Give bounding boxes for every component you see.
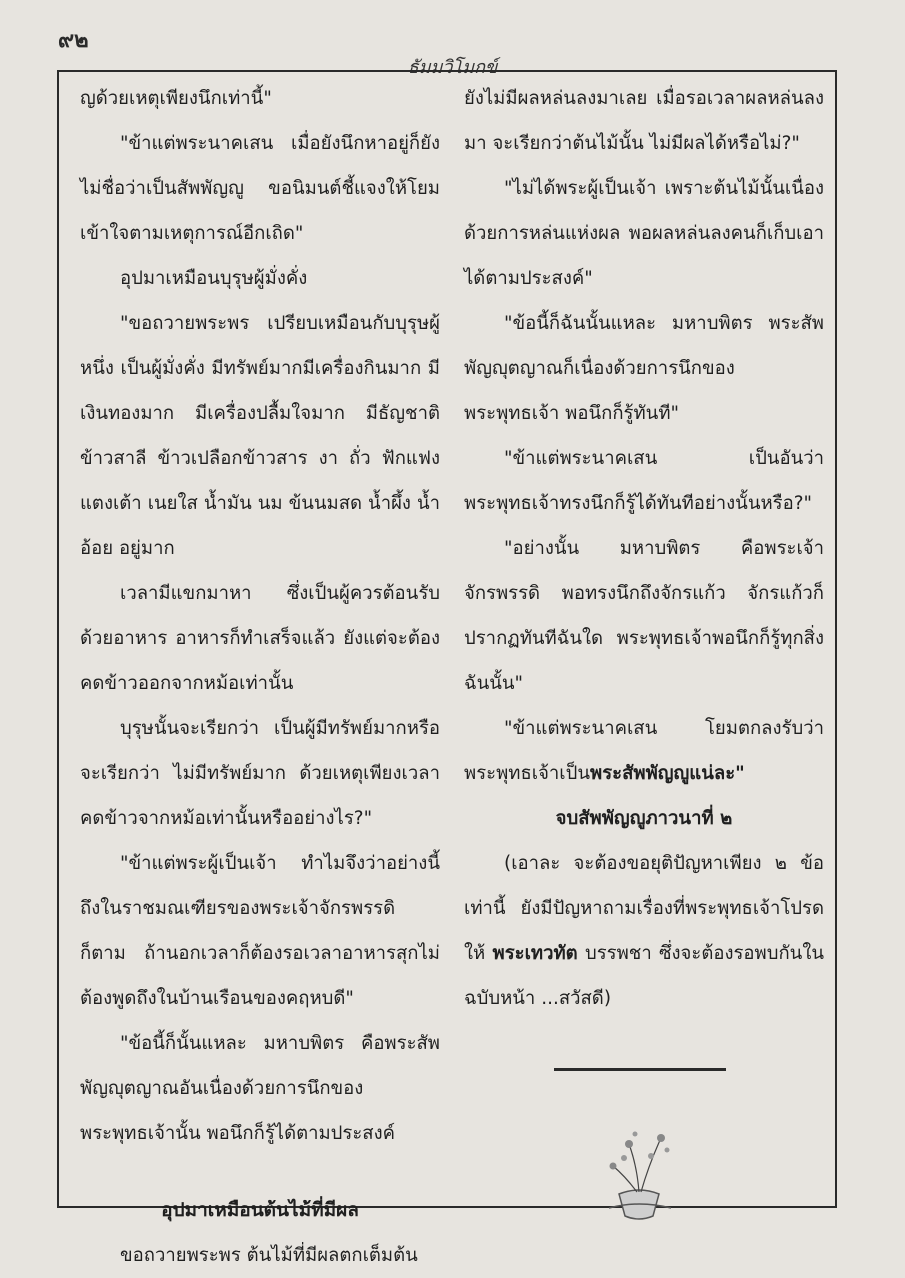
paragraph: เวลามีแขกมาหา ซึ่งเป็นผู้ควรต้อนรับด้วยอาหาร อาหารก็ทำเสร็จแล้ว ยังแต่จะต้องคดข้าวออกจากหม้อเท่านั้น (80, 583, 440, 694)
page-number: ๙๒ (58, 28, 89, 53)
paragraph: บุรุษนั้นจะเรียกว่า เป็นผู้มีทรัพย์มากหรือจะเรียกว่า ไม่มีทรัพย์มาก ด้วยเหตุเพียงเวลาคดข้าวจากหม้อเท่านั้นหรืออย่างไร?" (80, 718, 440, 829)
divider-rule (554, 1068, 726, 1071)
flower-vase-icon (579, 1116, 699, 1226)
paragraph: ญด้วยเหตุเพียงนึกเท่านี้" (80, 88, 272, 109)
subheading: อุปมาเหมือนบุรุษผู้มั่งคั่ง (120, 268, 308, 289)
running-header: ธัมมวิโมกข์ (407, 57, 498, 78)
paragraph: "ข้อนี้ก็ฉันนั้นแหละ มหาบพิตร พระสัพพัญญุตญาณก็เนื่องด้วยการนึกของพระพุทธเจ้า พอนึกก็รู้ทันที" (464, 313, 824, 424)
closing-heading: จบสัพพัญญูภาวนาที่ ๒ (555, 808, 733, 829)
paragraph: "ข้าแต่พระผู้เป็นเจ้า ทำไมจึงว่าอย่างนี้ถึงในราชมณเฑียรของพระเจ้าจักรพรรดิก็ตาม ถ้านอกเวลาก็ต้องรอเวลาอาหารสุกไม่ต้องพูดถึงในบ้านเรือนของคฤหบดี" (80, 853, 440, 1009)
paragraph (464, 706, 824, 796)
paragraph: ยังไม่มีผลหล่นลงมาเลย เมื่อรอเวลาผลหล่นลงมา จะเรียกว่าต้นไม้นั้น ไม่มีผลได้หรือไม่?" (464, 88, 824, 154)
paragraph: "ขอถวายพระพร เปรียบเหมือนกับบุรุษผู้หนึ่ง เป็นผู้มั่งคั่ง มีทรัพย์มากมีเครื่องกินมาก มีเงินทองมาก มีเครื่องปลื้มใจมาก มีธัญชาติ ข้าวสาลี ข้าวเปลือกข้าวสาร งา ถั่ว ฟักแฟง แตงเต้า เนยใส น้ำมัน นม ข้นนมสด น้ำผึ้ง น้ำอ้อย อยู่มาก (80, 313, 440, 559)
paragraph: "ไม่ได้พระผู้เป็นเจ้า เพราะต้นไม้นั้นเนื่องด้วยการหล่นแห่งผล พอผลหล่นลงคนก็เก็บเอาได้ตามประสงค์" (464, 178, 824, 289)
paragraph: ขอถวายพระพร ต้นไม้ที่มีผลตกเต็มต้น (120, 1245, 418, 1266)
quote-text: "ข้าแต่พระนาคเสน โยมตกลงรับว่าพระพุทธเจ้าเป็น (464, 718, 824, 784)
closing-note (464, 841, 824, 1021)
paragraph: "ข้อนี้ก็นั้นแหละ มหาบพิตร คือพระสัพพัญญุตญาณอันเนื่องด้วยการนึกของพระพุทธเจ้านั้น พอนึกก็รู้ได้ตามประสงค์ (80, 1033, 440, 1144)
paragraph: "ข้าแต่พระนาคเสน เมื่อยังนึกหาอยู่ก็ยังไม่ชื่อว่าเป็นสัพพัญญู ขอนิมนต์ชี้แจงให้โยมเข้าใจตามเหตุการณ์อีกเถิด" (80, 133, 440, 244)
note-bold-text: พระเทวทัต (492, 943, 578, 964)
quote-bold-text: พระสัพพัญญูแน่ละ" (590, 763, 745, 784)
paragraph: "ข้าแต่พระนาคเสน เป็นอันว่า พระพุทธเจ้าทรงนึกก็รู้ได้ทันทีอย่างนั้นหรือ?" (464, 448, 824, 514)
left-column (80, 76, 440, 1278)
right-column (464, 76, 824, 1226)
paragraph: "อย่างนั้น มหาบพิตร คือพระเจ้าจักรพรรดิ พอทรงนึกถึงจักรแก้ว จักรแก้วก็ปรากฏทันทีฉันใด พระพุทธเจ้าพอนึกก็รู้ทุกสิ่งฉันนั้น" (464, 538, 824, 694)
note-text-end: บรรพชา ซึ่งจะต้องรอพบกันในฉบับหน้า ...สวัสดี) (464, 943, 825, 1009)
note-text: (เอาละ จะต้องขอยุติปัญหาเพียง ๒ ข้อเท่านี้ ยังมีปัญหาถามเรื่องที่พระพุทธเจ้าโปรดให้ (464, 853, 824, 964)
section-heading: อุปมาเหมือนต้นไม้ที่มีผล (161, 1199, 359, 1221)
